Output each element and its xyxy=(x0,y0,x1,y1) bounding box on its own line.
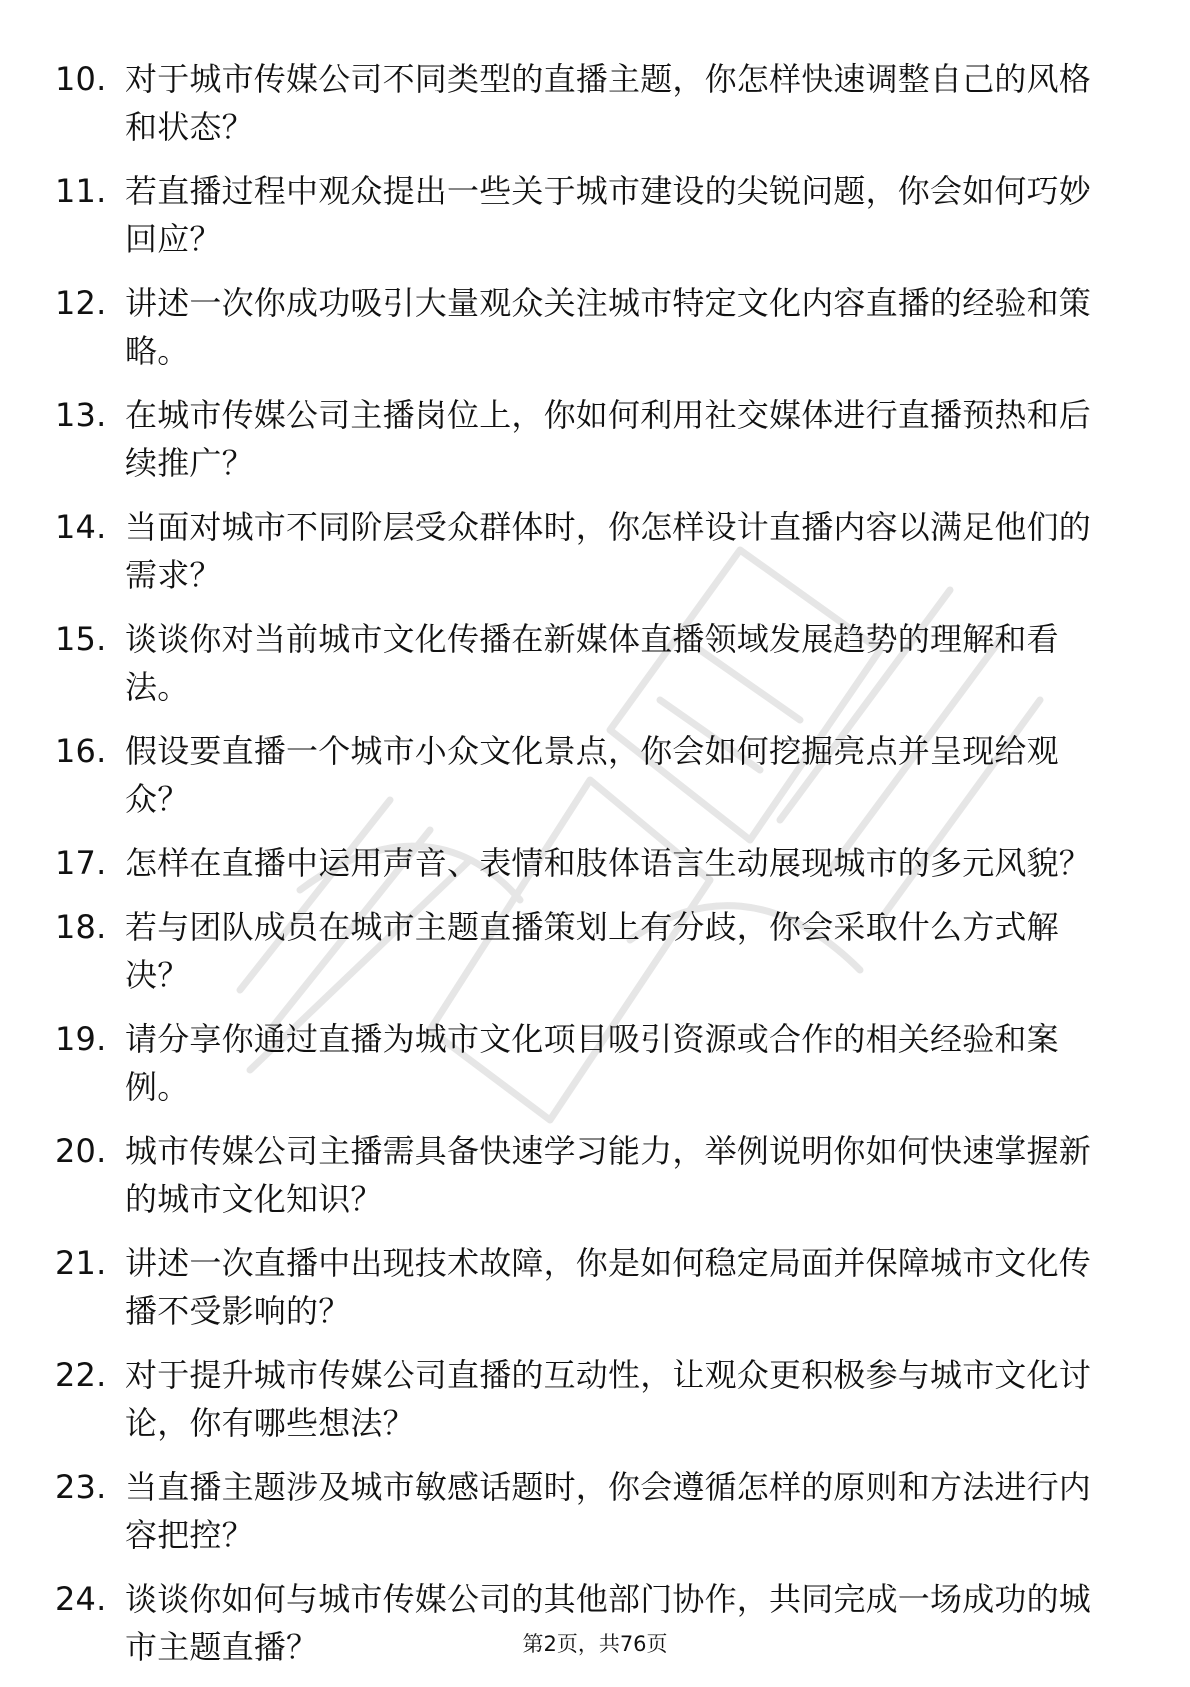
question-text: 讲述一次直播中出现技术故障，你是如何稳定局面并保障城市文化传播不受影响的？ xyxy=(125,1244,1092,1330)
question-item xyxy=(55,279,1115,375)
question-text: 城市传媒公司主播需具备快速学习能力，举例说明你如何快速掌握新的城市文化知识？ xyxy=(125,1132,1092,1218)
question-number: 22. xyxy=(55,1356,107,1394)
question-item xyxy=(55,903,1115,999)
question-list xyxy=(55,55,1115,1687)
question-item xyxy=(55,727,1115,823)
question-text: 怎样在直播中运用声音、表情和肢体语言生动展现城市的多元风貌？ xyxy=(125,844,1092,882)
page-footer: 第2页，共76页 xyxy=(522,1632,668,1656)
question-item xyxy=(55,1351,1115,1447)
question-item xyxy=(55,167,1115,263)
question-item xyxy=(55,615,1115,711)
question-text: 当面对城市不同阶层受众群体时，你怎样设计直播内容以满足他们的需求？ xyxy=(125,508,1092,594)
question-text: 谈谈你对当前城市文化传播在新媒体直播领域发展趋势的理解和看法。 xyxy=(125,620,1059,706)
question-item xyxy=(55,1015,1115,1111)
question-number: 18. xyxy=(55,908,107,946)
question-item xyxy=(55,1463,1115,1559)
question-number: 15. xyxy=(55,620,107,658)
question-text: 请分享你通过直播为城市文化项目吸引资源或合作的相关经验和案例。 xyxy=(125,1020,1059,1106)
question-number: 17. xyxy=(55,844,107,882)
question-item xyxy=(55,55,1115,151)
question-number: 14. xyxy=(55,508,107,546)
question-number: 21. xyxy=(55,1244,107,1282)
question-text: 若直播过程中观众提出一些关于城市建设的尖锐问题，你会如何巧妙回应？ xyxy=(125,172,1092,258)
question-item xyxy=(55,391,1115,487)
question-text: 在城市传媒公司主播岗位上，你如何利用社交媒体进行直播预热和后续推广？ xyxy=(125,396,1092,482)
question-number: 24. xyxy=(55,1580,107,1618)
question-number: 13. xyxy=(55,396,107,434)
question-item xyxy=(55,503,1115,599)
question-number: 11. xyxy=(55,172,107,210)
question-number: 10. xyxy=(55,60,107,98)
question-item xyxy=(55,1127,1115,1223)
question-text: 讲述一次你成功吸引大量观众关注城市特定文化内容直播的经验和策略。 xyxy=(125,284,1092,370)
question-text: 谈谈你如何与城市传媒公司的其他部门协作，共同完成一场成功的城市主题直播？ xyxy=(125,1580,1092,1666)
question-item xyxy=(55,839,1115,887)
question-number: 19. xyxy=(55,1020,107,1058)
question-text: 若与团队成员在城市主题直播策划上有分歧，你会采取什么方式解决？ xyxy=(125,908,1059,994)
question-number: 20. xyxy=(55,1132,107,1170)
question-text: 对于城市传媒公司不同类型的直播主题，你怎样快速调整自己的风格和状态？ xyxy=(125,60,1092,146)
question-number: 16. xyxy=(55,732,107,770)
question-number: 12. xyxy=(55,284,107,322)
question-number: 23. xyxy=(55,1468,107,1506)
question-item xyxy=(55,1239,1115,1335)
question-text: 当直播主题涉及城市敏感话题时，你会遵循怎样的原则和方法进行内容把控？ xyxy=(125,1468,1092,1554)
question-text: 对于提升城市传媒公司直播的互动性，让观众更积极参与城市文化讨论，你有哪些想法？ xyxy=(125,1356,1092,1442)
question-text: 假设要直播一个城市小众文化景点，你会如何挖掘亮点并呈现给观众？ xyxy=(125,732,1059,818)
